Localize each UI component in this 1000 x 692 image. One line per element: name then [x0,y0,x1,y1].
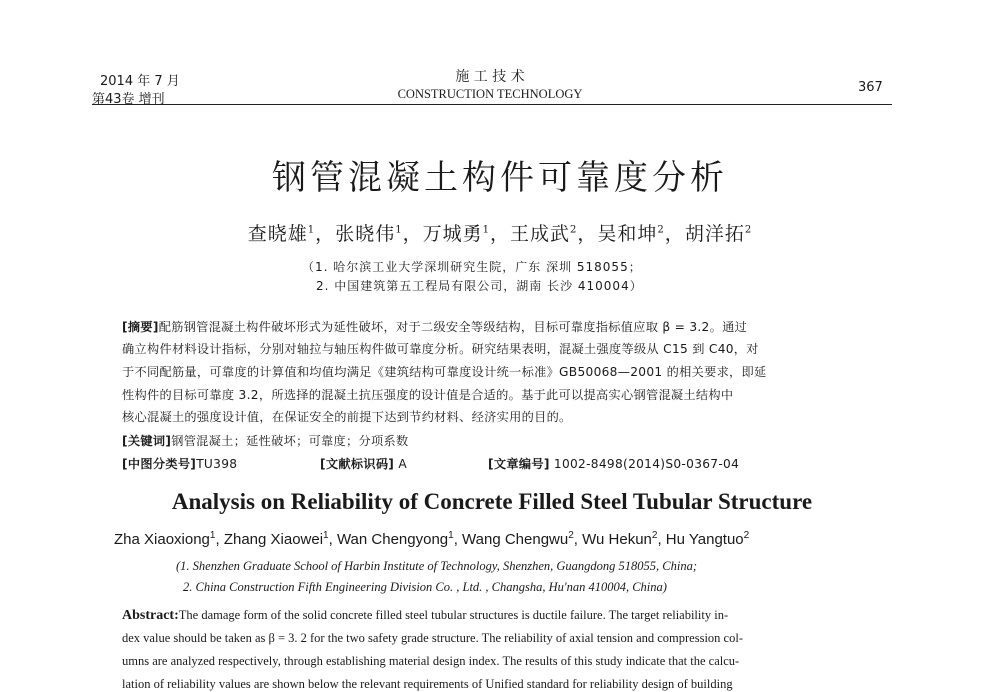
affiliation-en-2: 2. China Construction Fifth Engineering Division Co. , Ltd. , Changsha, Hu'nan 410004, China) [183,580,667,594]
page-number: 367 [858,80,883,95]
abstract-cn-line: 于不同配筋量，可靠度的计算值和均值均满足《建筑结构可靠度设计统一标准》GB50068—2001 的相关要求，即延 [122,365,767,379]
author-list-en: Zha Xiaoxiong$^1$, Zhang Xiaowei$^1$, Wan Chengyong$^1$, Wang Chengwu$^2$, Wu Hekun$^2$, Hu Yangtuo$^2$ [114,530,750,548]
keywords-cn: [关键词]钢管混凝土；延性破坏；可靠度；分项系数 [122,434,409,448]
abstract-en-label: Abstract: [122,608,179,623]
author-cn: 张晓伟 [335,223,396,245]
author-cn: 吴和坤 [597,223,658,245]
author-en: Zha Xiaoxiong [114,531,210,548]
abstract-en-line: lation of reliability values are shown below the relevant requirements of Unified standard for reliability design of building [122,677,733,691]
author-en: Hu Yangtuo [665,531,744,548]
affiliation-cn-1: （1. 哈尔滨工业大学深圳研究生院，广东 深圳 518055； [302,260,642,274]
abstract-en-line: Abstract:The damage form of the solid concrete filled steel tubular structures is ductile failure. The target reliability in- [122,608,729,623]
clc-number: [中图分类号]TU398 [122,457,238,471]
author-en: Wang Chengwu [462,531,569,548]
journal-name-cn: 施 工 技 术 [455,69,525,85]
issue-volume: 第43卷 增刊 [92,92,165,107]
author-cn: 王成武 [510,223,571,245]
abstract-en-line: dex value should be taken as β = 3. 2 for the two safety grade structure. The reliability of axial tension and compression col- [122,631,743,645]
affiliation-cn-2: 2. 中国建筑第五工程局有限公司，湖南 长沙 410004） [316,279,643,293]
abstract-cn-label: [摘要] [122,320,159,334]
abstract-cn-line: 确立构件材料设计指标，分别对轴拉与轴压构件做可靠度分析。研究结果表明，混凝土强度等级从 C15 到 C40，对 [122,342,759,356]
author-cn: 万城勇 [422,223,483,245]
author-en: Wu Hekun [582,531,652,548]
abstract-cn-line: 核心混凝土的强度设计值，在保证安全的前提下达到节约材料、经济实用的目的。 [122,410,572,424]
header-rule [92,104,892,105]
issue-date: 2014 年 7 月 [100,74,180,89]
abstract-cn-line: 性构件的目标可靠度 3.2，所选择的混凝土抗压强度的设计值是合适的。基于此可以提高实心钢管混凝土结构中 [122,388,734,402]
abstract-en-line: umns are analyzed respectively, through establishing material design index. The results of this study indicate that the calcu- [122,654,740,668]
affiliation-en-1: (1. Shenzhen Graduate School of Harbin Institute of Technology, Shenzhen, Guangdong 518055, China; [176,559,698,573]
paper-title-en: Analysis on Reliability of Concrete Filled Steel Tubular Structure [171,489,813,514]
author-en: Zhang Xiaowei [223,531,324,548]
journal-name-en: CONSTRUCTION TECHNOLOGY [397,87,583,101]
author-list-cn: 查晓雄$^1$，张晓伟$^1$，万城勇$^1$，王成武$^2$，吴和坤$^2$，胡洋拓$^2$ [247,223,753,245]
author-en: Wan Chengyong [336,531,449,548]
abstract-cn-line: [摘要]配筋钢管混凝土构件破坏形式为延性破坏，对于二级安全等级结构，目标可靠度指标值应取 β = 3.2。通过 [122,320,748,334]
document-code: [文献标识码] A [320,457,408,471]
author-cn: 查晓雄 [247,223,308,245]
paper-title-cn: 钢管混凝土构件可靠度分析 [272,158,728,198]
author-cn: 胡洋拓 [684,223,745,245]
article-number: [文章编号] 1002-8498(2014)S0-0367-04 [488,457,740,471]
